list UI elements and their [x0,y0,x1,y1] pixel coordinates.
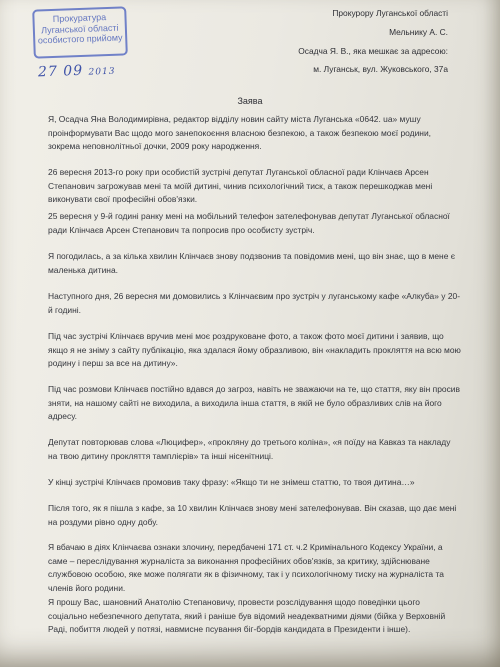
header-recipient: Прокурору Луганської області [332,8,448,18]
header-address: м. Луганськ, вул. Жуковського, 37а [313,64,448,74]
registration-stamp [32,6,128,58]
stamp-date-day-month: 27 09 [37,62,84,81]
paragraph: Під час розмови Клінчаєв постійно вдався до загроз, навіть не зважаючи на те, що стаття, яку він просив зняти, на нашому сайті не виходила, а виходила інша стаття, в якій не було образливих слів на його адресу. [48,384,460,422]
paragraph: Під час зустрічі Клінчаєв вручив мені моє роздруковане фото, а також фото моєї дитини і заявив, що якщо я не зніму з сайту публікацію, яка здалася йому образливою, він «накладить прокляття на всю мою родину і перш за все на дитину». [48,331,461,369]
paragraph: 25 вересня у 9-й годині ранку мені на мобільний телефон зателефонував депутат Луганської обласної ради Клінчаєв Арсен Степанович та попросив про особисту зустріч. [48,211,450,235]
header-recipient-name: Мельнику А. С. [389,27,448,37]
stamp-line: Прокуратура [52,12,107,24]
paragraph: Я прошу Вас, шановний Анатолію Степановичу, провести розслідування щодо поведінки цього соціально небезпечного депутата, який і раніше був відомий неадекватними діями (бійка у Верховній Раді, побиття людей у потязі, навмисне псування біг-бордів кандидата в Президенти і інше). [48,597,446,635]
stamp-line: Луганської області [40,22,119,35]
paragraph: Депутат повторював слова «Люцифер», «прокляну до третього коліна», «я поїду на Кавказ та накладу на твою дитину прокляття тамплієрів» та інші нісенітниці. [48,437,451,461]
stamp-line: особистого прийому [37,32,123,46]
document-title: Заява [237,96,263,106]
paragraph: Наступного дня, 26 вересня ми домовились з Клінчаєвим про зустріч у луганському кафе «Алкуба» у 20-й годині. [48,291,461,315]
paragraph: Я, Осадча Яна Володимирівна, редактор відділу новин сайту міста Луганська «0642. ua» мушу проінформувати Вас щодо мого занепокоєння власною безпекою, а також безпекою моєї родини, зокрема неповнолітньої дочки, 2009 року народження. [48,114,432,152]
paragraph: Після того, як я пішла з кафе, за 10 хвилин Клінчаєв знову мені зателефонував. Він сказав, що дає мені на роздуми рівно одну добу. [48,503,457,527]
stamp-date [38,62,116,81]
paragraph: Я вбачаю в діях Клінчаєва ознаки злочину, передбачені 171 ст. ч.2 Кримінального Кодексу України, а саме – переслідування журналіста за виконання професійних обов'язків, за критику, здійснюване службовою особою, яке може полягати як в фізичному, так і у психологічному тиску на журналіста та членів його родини. [48,542,444,593]
header-sender: Осадча Я. В., яка мешкає за адресою: [298,46,448,56]
paragraph: У кінці зустрічі Клінчаєв промовив таку фразу: «Якщо ти не знімеш статтю, то твоя дитина…» [48,477,415,487]
paragraph: Я погодилась, а за кілька хвилин Клінчаєв знову подзвонив та повідомив мені, що він знає, що в мене є маленька дитина. [48,251,456,275]
stamp-date-year: 2013 [88,66,116,78]
paragraph: 26 вересня 2013-го року при особистій зустрічі депутат Луганської обласної ради Клінчаєв Арсен Степанович загрожував мені та моїй дитині, чинив психологічний тиск, а також перешкоджав мені виконувати свої професійні обов'язки. [48,167,433,205]
